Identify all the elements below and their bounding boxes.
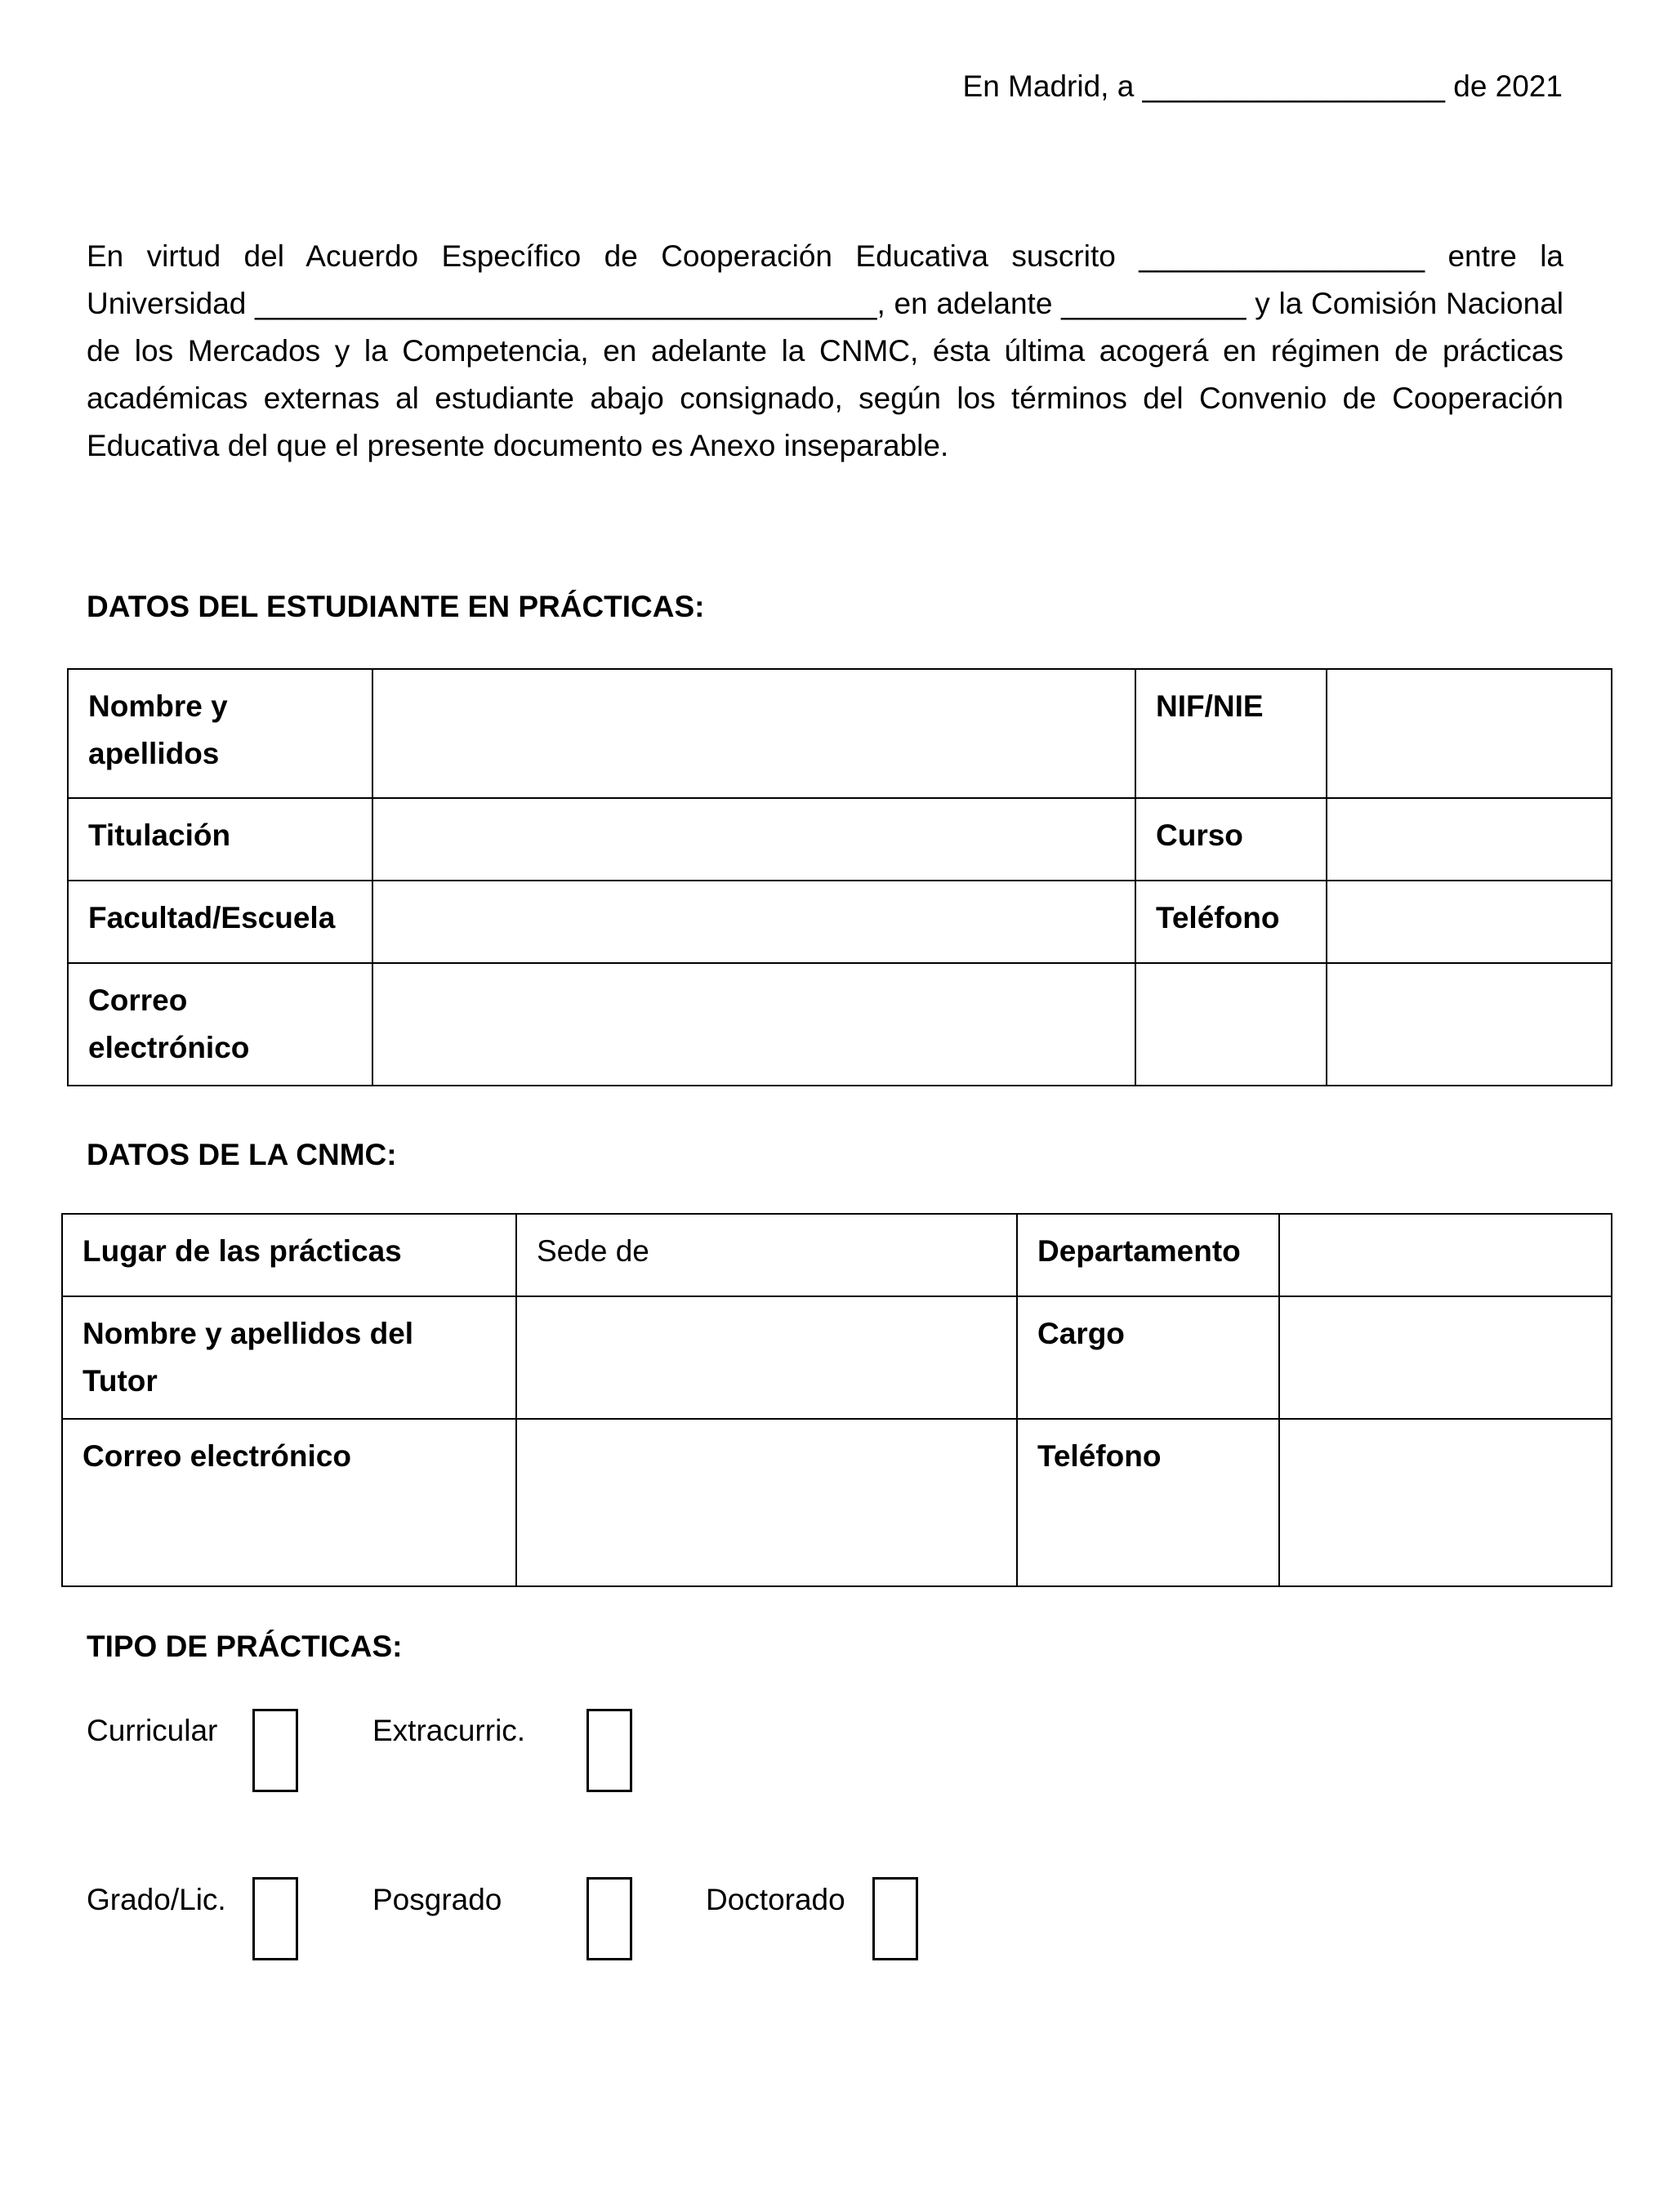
label-telefono: Teléfono bbox=[1135, 881, 1327, 963]
curricular-label: Curricular bbox=[87, 1714, 218, 1747]
label-cnmc-telefono: Teléfono bbox=[1017, 1419, 1279, 1586]
field-titulacion[interactable] bbox=[372, 798, 1135, 881]
grado-checkbox[interactable] bbox=[252, 1877, 298, 1960]
field-departamento[interactable] bbox=[1279, 1214, 1612, 1296]
field-facultad[interactable] bbox=[372, 881, 1135, 963]
field-telefono[interactable] bbox=[1327, 881, 1612, 963]
cnmc-table bbox=[61, 1213, 1612, 1587]
extracurric-checkbox[interactable] bbox=[587, 1709, 632, 1792]
table-row bbox=[62, 1296, 1612, 1419]
field-tutor[interactable] bbox=[516, 1296, 1017, 1419]
field-correo[interactable] bbox=[372, 963, 1135, 1086]
cnmc-section-title: DATOS DE LA CNMC: bbox=[87, 1138, 397, 1171]
field-empty[interactable] bbox=[1327, 963, 1612, 1086]
table-row bbox=[68, 798, 1612, 881]
curricular-checkbox[interactable] bbox=[252, 1709, 298, 1792]
table-row bbox=[68, 881, 1612, 963]
student-table bbox=[67, 668, 1612, 1086]
field-curso[interactable] bbox=[1327, 798, 1612, 881]
table-row bbox=[62, 1419, 1612, 1586]
label-cargo: Cargo bbox=[1017, 1296, 1279, 1419]
field-cargo[interactable] bbox=[1279, 1296, 1612, 1419]
label-tutor: Nombre y apellidos del Tutor bbox=[62, 1296, 516, 1419]
field-cnmc-telefono[interactable] bbox=[1279, 1419, 1612, 1586]
intro-text: En virtud del Acuerdo Específico de Cooperación Educativa suscrito _________________ entre la Universidad _____________________________________, en adelante ___________ y la Comisión Nacional de los Mercados y la Competencia, en adelante la CNMC, ésta última acogerá en régimen de prácticas académicas externas al estudiante abajo consignado, según los términos del Convenio de Cooperación Educativa del que el presente documento es Anexo inseparable. bbox=[87, 239, 1572, 462]
field-cnmc-correo[interactable] bbox=[516, 1419, 1017, 1586]
label-correo: Correo electrónico bbox=[68, 963, 372, 1086]
posgrado-label: Posgrado bbox=[372, 1883, 502, 1916]
tipo-section-title: TIPO DE PRÁCTICAS: bbox=[87, 1630, 403, 1663]
table-row bbox=[68, 963, 1612, 1086]
table-row bbox=[62, 1214, 1612, 1296]
student-section-title: DATOS DEL ESTUDIANTE EN PRÁCTICAS: bbox=[87, 590, 705, 623]
doctorado-label: Doctorado bbox=[706, 1883, 845, 1916]
label-lugar: Lugar de las prácticas bbox=[62, 1214, 516, 1296]
field-lugar[interactable]: Sede de bbox=[516, 1214, 1017, 1296]
label-empty bbox=[1135, 963, 1327, 1086]
label-cnmc-correo: Correo electrónico bbox=[62, 1419, 516, 1586]
label-facultad: Facultad/Escuela bbox=[68, 881, 372, 963]
intro-paragraph bbox=[87, 233, 1572, 470]
label-departamento: Departamento bbox=[1017, 1214, 1279, 1296]
posgrado-checkbox[interactable] bbox=[587, 1877, 632, 1960]
label-nombre: Nombre y apellidos bbox=[68, 669, 372, 798]
label-nif: NIF/NIE bbox=[1135, 669, 1327, 798]
field-nombre[interactable] bbox=[372, 669, 1135, 798]
table-row bbox=[68, 669, 1612, 798]
doctorado-checkbox[interactable] bbox=[872, 1877, 918, 1960]
grado-label: Grado/Lic. bbox=[87, 1883, 226, 1916]
label-titulacion: Titulación bbox=[68, 798, 372, 881]
extracurric-label: Extracurric. bbox=[372, 1714, 526, 1747]
label-curso: Curso bbox=[1135, 798, 1327, 881]
date-line: En Madrid, a __________________ de 2021 bbox=[962, 69, 1563, 103]
field-nif[interactable] bbox=[1327, 669, 1612, 798]
